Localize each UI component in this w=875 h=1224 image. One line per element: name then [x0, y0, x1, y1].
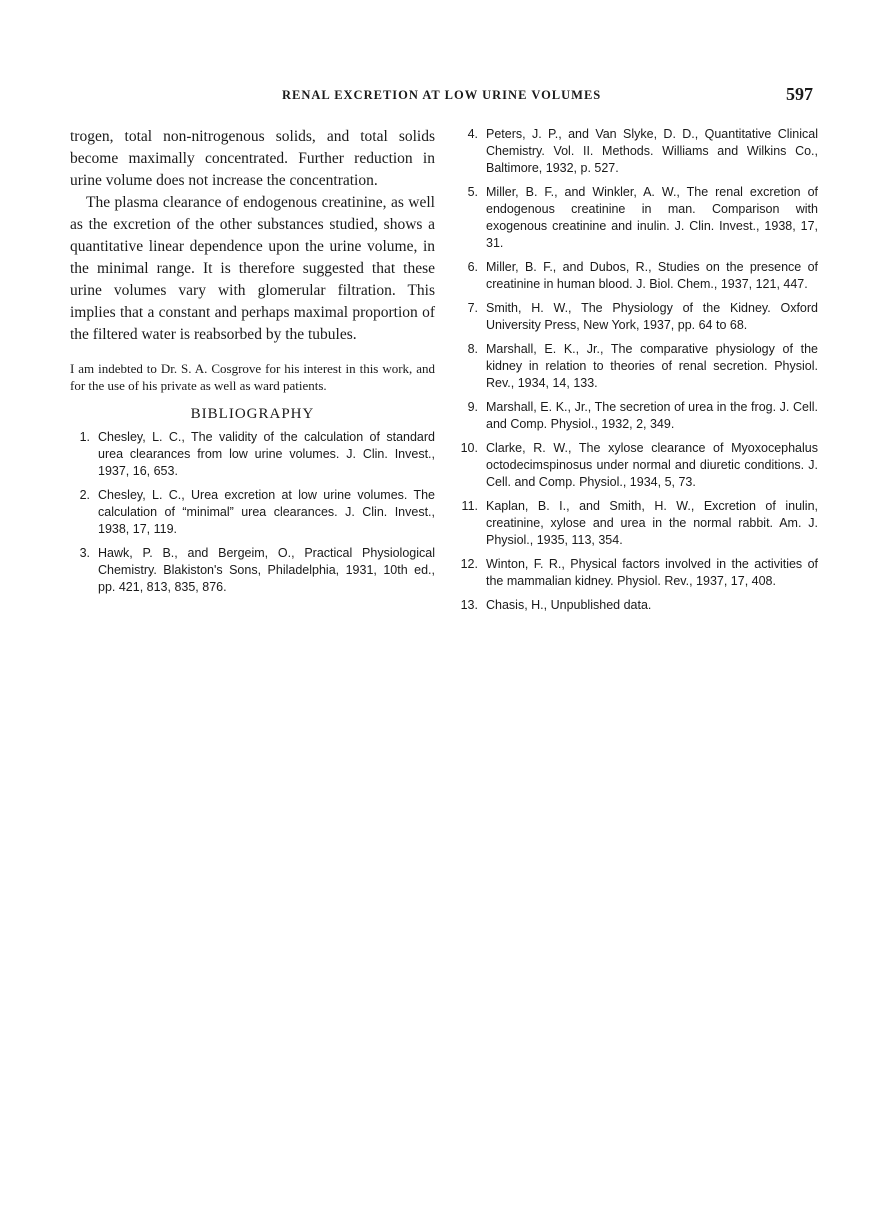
reference-number: 11. [461, 499, 478, 513]
reference-list [70, 429, 435, 596]
reference-number: 3. [79, 546, 90, 560]
reference-item [458, 556, 818, 590]
reference-item [70, 545, 435, 596]
reference-item [458, 300, 818, 334]
acknowledgment: I am indebted to Dr. S. A. Cosgrove for his interest in this work, and for the use of his private as well as ward patients. [70, 361, 435, 393]
reference-number: 7. [467, 301, 478, 315]
reference-number: 1. [79, 430, 90, 444]
reference-item [458, 440, 818, 491]
reference-number: 5. [467, 185, 478, 199]
reference-text: Miller, B. F., and Dubos, R., Studies on the presence of creatinine in human blood. J. Biol. Chem., 1937, 121, 447. [486, 260, 818, 291]
reference-text: Marshall, E. K., Jr., The secretion of urea in the frog. J. Cell. and Comp. Physiol., 1932, 2, 349. [486, 400, 818, 431]
reference-text: Peters, J. P., and Van Slyke, D. D., Quantitative Clinical Chemistry. Vol. II. Methods. Williams and Wilkins Co., Baltimore, 1932, p. 527. [486, 127, 818, 175]
body-paragraph: trogen, total non-nitrogenous solids, and total solids become maximally concentrated. Further reduction in urine volume does not increase the concentration. [70, 128, 435, 189]
reference-number: 10. [460, 441, 478, 455]
reference-item [458, 126, 818, 177]
running-head: RENAL EXCRETION AT LOW URINE VOLUMES [282, 88, 602, 102]
reference-text: Smith, H. W., The Physiology of the Kidney. Oxford University Press, New York, 1937, pp. 64 to 68. [486, 301, 818, 332]
reference-text: Chesley, L. C., Urea excretion at low urine volumes. The calculation of “minimal” urea clearances. J. Clin. Invest., 1938, 17, 119. [98, 488, 435, 536]
reference-item [458, 259, 818, 293]
reference-list [458, 126, 818, 614]
right-column [458, 126, 818, 621]
reference-item [458, 341, 818, 392]
reference-text: Miller, B. F., and Winkler, A. W., The renal excretion of endogenous creatinine in man. Comparison with exogenous creatinine and inulin. J. Clin. Invest., 1938, 17, 31. [486, 185, 818, 250]
reference-number: 12. [460, 557, 478, 571]
reference-number: 13. [460, 598, 478, 612]
reference-text: Hawk, P. B., and Bergeim, O., Practical Physiological Chemistry. Blakiston's Sons, Philadelphia, 1931, 10th ed., pp. 421, 813, 835, 876. [98, 546, 435, 594]
reference-text: Clarke, R. W., The xylose clearance of Myoxocephalus octodecimspinosus under normal and diuretic conditions. J. Cell. and Comp. Physiol., 1934, 5, 73. [486, 441, 818, 489]
reference-item [458, 184, 818, 252]
reference-item [70, 487, 435, 538]
reference-item [458, 498, 818, 549]
reference-number: 2. [79, 488, 90, 502]
body-paragraph: The plasma clearance of endogenous creatinine, as well as the excretion of the other substances studied, shows a quantitative linear dependence upon the urine volume, in the minimal range. It is therefore suggested that these urine volumes vary with glomerular filtration. This implies that a constant and perhaps maximal proportion of the filtered water is reabsorbed by the tubules. [70, 194, 435, 343]
reference-number: 6. [467, 260, 478, 274]
reference-number: 9. [467, 400, 478, 414]
reference-text: Chesley, L. C., The validity of the calculation of standard urea clearances from low urine volumes. J. Clin. Invest., 1937, 16, 653. [98, 430, 435, 478]
reference-number: 8. [467, 342, 478, 356]
bibliography-title: BIBLIOGRAPHY [190, 406, 315, 422]
reference-text: Chasis, H., Unpublished data. [486, 598, 652, 612]
reference-text: Winton, F. R., Physical factors involved in the activities of the mammalian kidney. Physiol. Rev., 1937, 17, 408. [486, 557, 818, 588]
reference-text: Kaplan, B. I., and Smith, H. W., Excretion of inulin, creatinine, xylose and urea in the normal rabbit. Am. J. Physiol., 1935, 113, 354. [486, 499, 818, 547]
reference-item [458, 399, 818, 433]
reference-item [70, 429, 435, 480]
page-number: 597 [786, 84, 813, 104]
reference-item [458, 597, 818, 614]
reference-number: 4. [467, 127, 478, 141]
left-column [70, 126, 435, 603]
reference-text: Marshall, E. K., Jr., The comparative physiology of the kidney in relation to theories of renal secretion. Physiol. Rev., 1934, 14, 133. [486, 342, 818, 390]
